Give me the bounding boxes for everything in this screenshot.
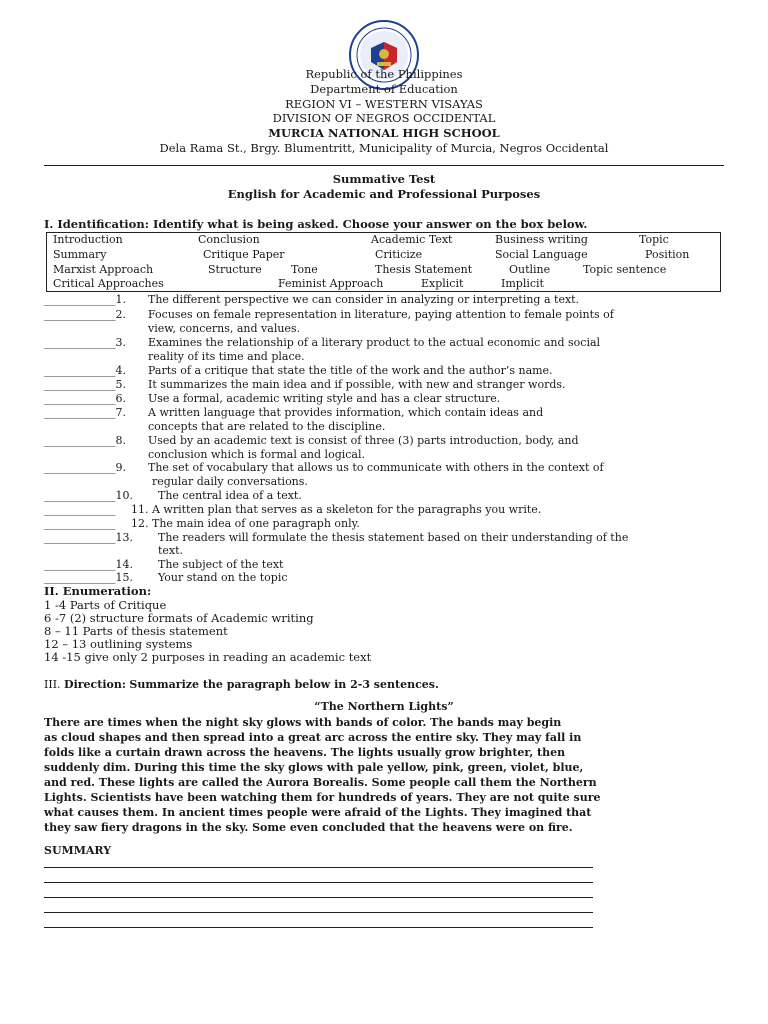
passage-line: There are times when the night sky glows with bands of color. The bands may begin	[44, 716, 562, 729]
answer-blank[interactable]: _____________1.	[44, 293, 126, 306]
question-text: The central idea of a text.	[158, 489, 302, 502]
answer-blank[interactable]: _____________6.	[44, 392, 126, 405]
question-text: It summarizes the main idea and if possible, with new and stranger words.	[148, 378, 566, 391]
question-text: The subject of the text	[158, 558, 284, 571]
summary-answer-line[interactable]	[44, 927, 593, 928]
answer-blank[interactable]: _____________2.	[44, 308, 126, 321]
choice-item: Introduction	[53, 233, 123, 246]
answer-blank[interactable]: _____________4.	[44, 364, 126, 377]
header-address: Dela Rama St., Brgy. Blumentritt, Municipality of Murcia, Negros Occidental	[159, 141, 609, 155]
passage-line: and red. These lights are called the Aurora Borealis. Some people call them the Northern	[44, 776, 597, 789]
choice-item: Topic	[639, 233, 669, 246]
choice-item: Marxist Approach	[53, 263, 154, 276]
question-text: The set of vocabulary that allows us to communicate with others in the context of	[148, 461, 604, 474]
answer-blank[interactable]: _____________9.	[44, 461, 126, 474]
choice-item: Summary	[53, 248, 107, 261]
answer-blank[interactable]: _____________5.	[44, 378, 126, 391]
answer-blank[interactable]: _____________13.	[44, 531, 133, 544]
choice-item: Academic Text	[371, 233, 453, 246]
question-text-cont: view, concerns, and values.	[148, 322, 301, 335]
header-divider	[44, 165, 724, 166]
answer-choices-box	[46, 232, 721, 292]
summary-label: SUMMARY	[44, 844, 112, 857]
enumeration-item: 6 -7 (2) structure formats of Academic writing	[44, 611, 314, 625]
answer-blank[interactable]: _____________14.	[44, 558, 133, 571]
answer-blank[interactable]: _____________15.	[44, 571, 133, 584]
question-text: Parts of a critique that state the title of the work and the author’s name.	[148, 364, 553, 377]
enumeration-item: 14 -15 give only 2 purposes in reading an academic text	[44, 650, 372, 664]
summary-answer-line[interactable]	[44, 882, 593, 883]
choice-item: Conclusion	[198, 233, 260, 246]
choice-item: Outline	[509, 263, 551, 276]
choice-item: Business writing	[495, 233, 588, 246]
choice-item: Structure	[208, 263, 262, 276]
section-3-prefix: III.	[44, 678, 61, 691]
choice-item: Criticize	[375, 248, 423, 261]
passage-line: suddenly dim. During this time the sky glows with pale yellow, pink, green, violet, blue,	[44, 761, 584, 774]
summary-answer-line[interactable]	[44, 912, 593, 913]
answer-blank[interactable]: _____________	[44, 517, 116, 530]
question-text-cont: reality of its time and place.	[148, 350, 305, 363]
question-text-cont: concepts that are related to the discipline.	[148, 420, 386, 433]
passage-line: they saw fiery dragons in the sky. Some even concluded that the heavens were on fire.	[44, 821, 573, 834]
choice-item: Position	[645, 248, 690, 261]
enumeration-item: 12 – 13 outlining systems	[44, 637, 193, 651]
section-2-heading: II. Enumeration:	[44, 584, 152, 598]
summary-answer-line[interactable]	[44, 867, 593, 868]
choice-item: Tone	[291, 263, 318, 276]
question-text: Focuses on female representation in literature, paying attention to female points of	[148, 308, 614, 321]
question-text-cont: text.	[158, 544, 184, 557]
answer-blank[interactable]: _____________10.	[44, 489, 133, 502]
question-text: Used by an academic text is consist of three (3) parts introduction, body, and	[148, 434, 579, 447]
enumeration-item: 8 – 11 Parts of thesis statement	[44, 624, 228, 638]
test-subject: English for Academic and Professional Purposes	[227, 187, 541, 201]
question-text: 12. The main idea of one paragraph only.	[131, 517, 360, 530]
choice-item: Implicit	[501, 277, 544, 290]
header-republic: Republic of the Philippines	[305, 67, 463, 81]
question-text: The different perspective we can consider in analyzing or interpreting a text.	[148, 293, 580, 306]
choice-item: Critique Paper	[203, 248, 285, 261]
section-3-heading	[44, 678, 439, 691]
question-text: Your stand on the topic	[158, 571, 288, 584]
question-text: 11. A written plan that serves as a skeleton for the paragraphs you write.	[131, 503, 542, 516]
section-1-heading: I. Identification: Identify what is being asked. Choose your answer on the box below.	[44, 217, 588, 231]
question-text: Use a formal, academic writing style and has a clear structure.	[148, 392, 501, 405]
header-school-name: MURCIA NATIONAL HIGH SCHOOL	[268, 126, 500, 140]
question-text: The readers will formulate the thesis statement based on their understanding of the	[158, 531, 629, 544]
passage-line: as cloud shapes and then spread into a great arc across the entire sky. They may fall in	[44, 731, 582, 744]
header-department: Department of Education	[310, 82, 458, 96]
answer-blank[interactable]: _____________7.	[44, 406, 126, 419]
choice-item: Feminist Approach	[278, 277, 384, 290]
passage-title: “The Northern Lights”	[314, 700, 454, 713]
header-division: DIVISION OF NEGROS OCCIDENTAL	[272, 111, 496, 125]
answer-blank[interactable]: _____________3.	[44, 336, 126, 349]
choice-item: Thesis Statement	[375, 263, 473, 276]
question-text: Examines the relationship of a literary product to the actual economic and social	[148, 336, 601, 349]
choice-item: Topic sentence	[583, 263, 667, 276]
answer-blank[interactable]: _____________	[44, 503, 116, 516]
question-text-cont: regular daily conversations.	[152, 475, 308, 488]
choice-item: Social Language	[495, 248, 588, 261]
passage-line: Lights. Scientists have been watching them for hundreds of years. They are not quite sure	[44, 791, 601, 804]
passage-line: what causes them. In ancient times people were afraid of the Lights. They imagined that	[44, 806, 592, 819]
direction-text: Summarize the paragraph below in 2-3 sentences.	[129, 678, 439, 691]
direction-label: Direction:	[64, 678, 126, 691]
choice-item: Critical Approaches	[53, 277, 164, 290]
answer-blank[interactable]: _____________8.	[44, 434, 126, 447]
question-text: A written language that provides information, which contain ideas and	[148, 406, 544, 419]
summary-answer-line[interactable]	[44, 897, 593, 898]
passage-line: folds like a curtain drawn across the heavens. The lights usually grow brighter, then	[44, 746, 566, 759]
enumeration-item: 1 -4 Parts of Critique	[44, 598, 167, 612]
test-title: Summative Test	[332, 172, 436, 186]
choice-item: Explicit	[421, 277, 464, 290]
header-region: REGION VI – WESTERN VISAYAS	[285, 97, 483, 111]
question-text-cont: conclusion which is formal and logical.	[148, 448, 365, 461]
